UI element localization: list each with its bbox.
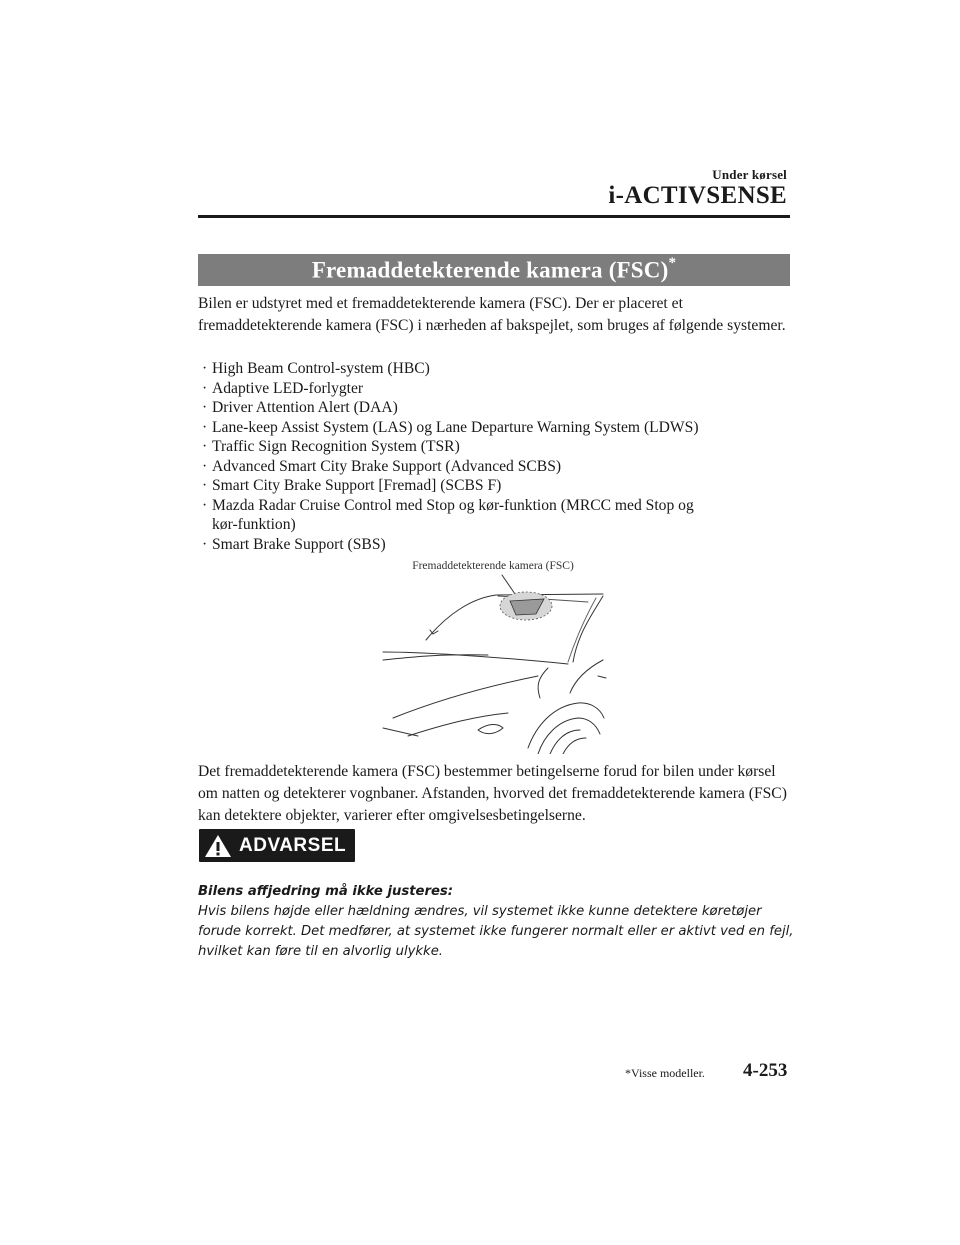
list-item [200, 379, 790, 399]
bullet-marker: · [202, 535, 208, 553]
description-paragraph: Det fremaddetekterende kamera (FSC) bestemmer betingelserne forud for bilen under kørsel om natten og detekterer vognbaner. Afstanden, hvorved det fremaddetekterende kamera (FSC) kan detektere objekter, varierer efter omgivelsesbetingelserne. [198, 763, 787, 824]
list-item-text: Smart Brake Support (SBS) [212, 535, 386, 553]
bullet-marker: · [202, 399, 208, 416]
list-item-text: Smart City Brake Support [Fremad] (SCBS F) [212, 477, 502, 494]
section-title [311, 254, 677, 284]
list-item [200, 398, 790, 418]
list-item [200, 457, 790, 477]
list-item [200, 496, 790, 535]
bullet-marker: · [202, 457, 208, 475]
section-title-text: Fremaddetekterende kamera (FSC) [311, 257, 669, 283]
bullet-marker: · [202, 418, 208, 436]
footnote: *Visse modeller. [625, 1066, 705, 1080]
list-item [200, 359, 790, 379]
list-item [200, 476, 790, 496]
chapter-subtitle: Under kørsel [712, 167, 787, 182]
list-item-text: Mazda Radar Cruise Control med Stop og kør-funktion (MRCC med Stop og kør-funktion) [212, 496, 694, 533]
page-number: 4-253 [743, 1060, 788, 1081]
bullet-marker: · [202, 379, 208, 397]
list-item-text: High Beam Control-system (HBC) [212, 360, 430, 377]
section-heading-bar [198, 254, 790, 286]
chapter-title: i-ACTIVSENSE [608, 182, 787, 209]
list-item [200, 418, 790, 438]
warning-body: Hvis bilens højde eller hældning ændres, vil systemet ikke kunne detektere køretøjer forude korrekt. Det medfører, at systemet ikke fungerer normalt eller er aktivt ved en fejl, hvilket kan føre til en alvorlig ulykke. [198, 904, 794, 959]
list-item [200, 437, 790, 457]
list-item [200, 535, 790, 555]
list-item-text: Driver Attention Alert (DAA) [212, 399, 398, 416]
bullet-marker: · [202, 438, 208, 455]
warning-heading: Bilens affjedring må ikke justeres: [198, 884, 454, 899]
bullet-marker: · [202, 360, 208, 377]
bullet-marker: · [202, 477, 208, 494]
list-item-text: Traffic Sign Recognition System (TSR) [212, 438, 460, 455]
warning-triangle-icon [203, 833, 233, 859]
intro-paragraph: Bilen er udstyret med et fremaddetekterende kamera (FSC). Der er placeret et fremaddetekterende kamera (FSC) i nærheden af bakspejlet, som bruges af følgende systemer. [198, 295, 786, 334]
warning-badge [199, 829, 355, 862]
bullet-marker: · [202, 496, 208, 514]
header-rule [198, 215, 790, 218]
figure-callout-label: Fremaddetekterende kamera (FSC) [412, 560, 574, 572]
list-item-text: Adaptive LED-forlygter [212, 379, 364, 397]
callout-leader-line [502, 575, 515, 594]
section-title-asterisk: * [668, 254, 677, 271]
systems-list [200, 359, 790, 554]
windshield-camera-illustration [378, 558, 608, 754]
warning-label: ADVARSEL [239, 834, 347, 856]
list-item-text: Advanced Smart City Brake Support (Advanced SCBS) [212, 457, 562, 475]
list-item-text: Lane-keep Assist System (LAS) og Lane Departure Warning System (LDWS) [212, 418, 699, 436]
